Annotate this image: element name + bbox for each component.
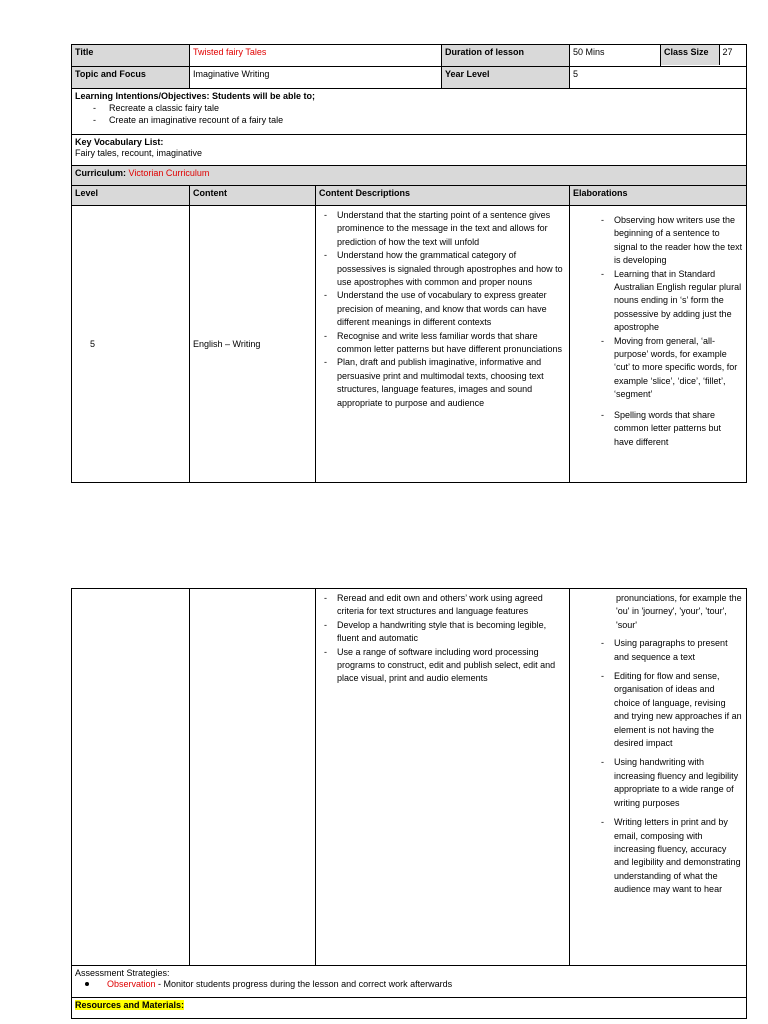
col-elaborations: Elaborations	[570, 186, 747, 206]
col-level: Level	[72, 186, 190, 206]
level-continued	[72, 589, 190, 966]
description-item: - Use a range of software including word processing programs to construct, edit and publish select, edit and place visual, print and audio elements	[319, 646, 566, 686]
elaboration-item: - Learning that in Standard Australian English regular plural nouns ending in ‘s’ form the possessive by adding just the apostrophe	[596, 268, 743, 335]
content-value: English – Writing	[190, 206, 316, 483]
elaboration-item: - Using handwriting with increasing fluency and legibility appropriate to a wide range of writing purposes	[596, 756, 743, 810]
topic-label: Topic and Focus	[72, 67, 190, 89]
assessment-item	[75, 979, 743, 990]
class-size-cell	[661, 45, 747, 67]
elaboration-item: - Spelling words that share common letter patterns but have different	[596, 409, 743, 449]
elaborations-cell	[570, 206, 747, 483]
col-content: Content	[190, 186, 316, 206]
duration-label: Duration of lesson	[442, 45, 570, 67]
year-value: 5	[570, 67, 747, 89]
title-value: Twisted fairy Tales	[190, 45, 442, 67]
resources-heading: Resources and Materials:	[75, 1000, 185, 1010]
descriptions-cell	[316, 206, 570, 483]
description-item: - Understand the use of vocabulary to express greater precision of meaning, and know that words can have different meanings in different contexts	[319, 289, 566, 329]
curriculum-value: Victorian Curriculum	[128, 168, 210, 178]
elaboration-item: - Using paragraphs to present and sequence a text	[596, 637, 743, 664]
lesson-plan-page1	[71, 44, 747, 483]
assessment-heading: Assessment Strategies:	[75, 968, 170, 978]
elaboration-item: - Moving from general, ‘all-purpose’ words, for example ‘cut’ to more specific words, for example ‘slice’, ‘dice’, ‘fillet’, ‘segment’	[596, 335, 743, 402]
level-value: 5	[72, 206, 190, 483]
bullet-icon	[85, 982, 89, 986]
descriptions-list-p2	[319, 592, 566, 686]
vocab-heading: Key Vocabulary List:	[75, 137, 164, 147]
assessment-method: Observation	[107, 979, 156, 989]
resources-section	[72, 998, 747, 1019]
lesson-plan-page2	[71, 588, 747, 1019]
year-label: Year Level	[442, 67, 570, 89]
class-size-value: 27	[722, 47, 733, 57]
intentions-heading: Learning Intentions/Objectives: Students will be able to;	[75, 91, 316, 101]
vocab-text: Fairy tales, recount, imaginative	[75, 148, 203, 158]
intention-item: - Create an imaginative recount of a fairy tale	[89, 114, 743, 126]
assessment-section	[72, 966, 747, 998]
vocabulary-section	[72, 135, 747, 166]
elaboration-continuation: pronunciations, for example the 'ou' in 'journey', 'your', 'tour', 'sour'	[616, 593, 742, 630]
elaborations-cell-p2	[570, 589, 747, 966]
description-item: - Develop a handwriting style that is becoming legible, fluent and automatic	[319, 619, 566, 646]
intention-item: - Recreate a classic fairy tale	[89, 102, 743, 114]
intentions-list	[75, 102, 743, 126]
col-descriptions: Content Descriptions	[316, 186, 570, 206]
assessment-detail: - Monitor students progress during the lesson and correct work afterwards	[155, 979, 453, 989]
description-item: - Reread and edit own and others’ work using agreed criteria for text structures and language features	[319, 592, 566, 619]
class-size-label: Class Size	[661, 45, 719, 65]
elaboration-item: - Writing letters in print and by email, composing with increasing fluency, accuracy and legibility and demonstrating understanding of what the audience may want to hear	[596, 816, 743, 896]
description-item: - Understand how the grammatical category of possessives is signaled through apostrophes and how to use apostrophes with common and proper nouns	[319, 249, 566, 289]
content-continued	[190, 589, 316, 966]
description-item: - Recognise and write less familiar words that share common letter patterns but have different pronunciations	[319, 330, 566, 357]
duration-value: 50 Mins	[570, 45, 661, 67]
title-label: Title	[72, 45, 190, 67]
descriptions-list	[319, 209, 566, 410]
descriptions-cell-p2	[316, 589, 570, 966]
curriculum-label: Curriculum:	[75, 168, 129, 178]
topic-value: Imaginative Writing	[190, 67, 442, 89]
elaboration-item: - Observing how writers use the beginning of a sentence to signal to the reader how the text is developing	[596, 214, 743, 268]
elaborations-list-p2	[596, 637, 743, 896]
description-item: - Understand that the starting point of a sentence gives prominence to the message in the text and allows for prediction of how the text will unfold	[319, 209, 566, 249]
description-item: - Plan, draft and publish imaginative, informative and persuasive print and multimodal texts, choosing text structures, language features, images and sound appropriate to purpose and audience	[319, 356, 566, 410]
elaboration-item: - Editing for flow and sense, organisation of ideas and choice of language, revising and trying new approaches if an element is not having the desired impact	[596, 670, 743, 750]
elaborations-list	[596, 214, 743, 449]
learning-intentions	[72, 89, 747, 135]
curriculum-row	[72, 166, 747, 186]
